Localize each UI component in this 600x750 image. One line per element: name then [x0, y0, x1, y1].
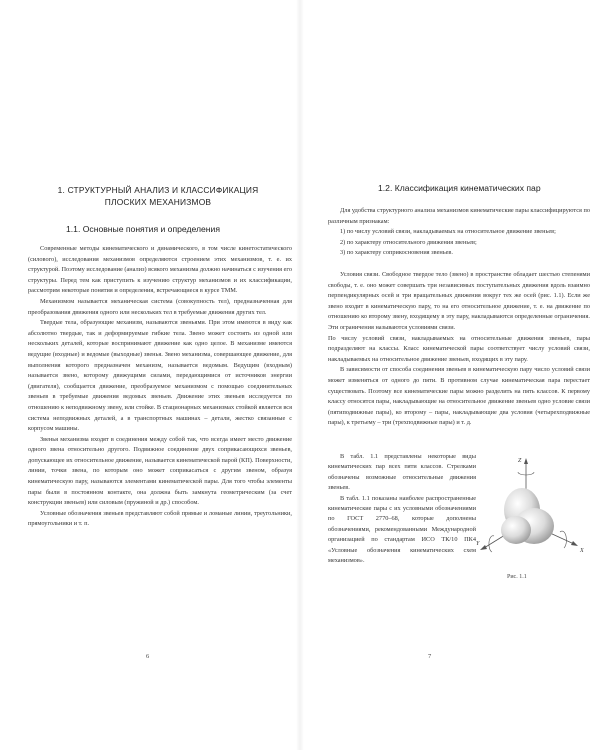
- list-item: 3) по характеру соприкосновения звеньев.: [340, 249, 453, 257]
- rigid-body-axes-illustration: [474, 452, 590, 567]
- paragraph: В табл. 1.1 представлены некоторые виды кинематических пар всех пяти классов. Стрелками обозначены возможные относительные движения звеньев.: [328, 453, 476, 492]
- right-body-text: [328, 270, 590, 429]
- paragraph: Условные обозначения звеньев представляют собой прямые и ломаные линии, треугольники, прямоугольники и т. п.: [28, 509, 292, 528]
- paragraph: По числу условий связи, накладываемых на относительные движения звеньев, пары подразделяют на классы. Класс кинематической пары соответствует числу условий связи, накладываемых на относительное движение звеньев, входящих в эту пару.: [328, 334, 590, 363]
- chapter-title-line2: ПЛОСКИХ МЕХАНИЗМОВ: [104, 197, 212, 207]
- list-intro: Для удобства структурного анализа механизмов кинематические пары классифицируются по различным признакам:: [328, 207, 590, 225]
- paragraph: Звенья механизма входят в соединения между собой так, что всегда имеет место движение одного звена относительно другого. Подвижное соединение двух соприкасающихся звеньев, допускающее их относительное движение, называется кинематической парой (КП). Поверхности, линии, точки звена, по которым оно может соприкасаться с другим звеном, образуя кинематическую пару, называются элементами кинематической пары. Для того чтобы элементы пары были в постоянном контакте, она должна быть замкнута геометрическим (за счет конструкции звеньев) или силовым (пружиной и др.) способом.: [28, 435, 292, 507]
- y-arrow: [480, 545, 487, 550]
- body-shape-left: [501, 516, 531, 544]
- rotation-arc-x: [560, 531, 566, 548]
- chapter-title: [40, 184, 276, 208]
- figure-side-text: [328, 452, 476, 566]
- figure-1-1: [474, 452, 590, 567]
- paragraph: Современные методы кинематического и динамического, в том числе кинетостатического (силового), исследования механизмов определяются строением этих механизмов, т. е. их структурой. Поэтому исследование (анализ) всякого механизма должно начинаться с изучения его структуры. Перед тем как приступить к изучению структур механизмов и их классификации, рассмотрим некоторые понятия и определения, встречающиеся в курсе ТММ.: [28, 245, 292, 295]
- paragraph: В зависимости от способа соединения звеньев в кинематическую пару число условий связи может изменяться от одного до пяти. В противном случае кинематическая пара перестает существовать. Поэтому все кинематические пары можно разделить на пять классов. К первому классу относятся пары, накладывающие на относительное движение звеньев одно условие связи (пятиподвижные пары), ко второму – пары, накладывающие два условия (четырехподвижные пары), к третьему – три (трехподвижные пары) и т. д.: [328, 366, 590, 427]
- paragraph: Механизмом называется механическая система (совокупность тел), предназначенная для преобразования движения одного или нескольких тел в требуемые движения других тел.: [28, 297, 292, 316]
- axis-label-z: Z: [518, 458, 522, 464]
- paragraph: В табл. 1.1 показаны наиболее распространенные кинематические пары с их условными обозначениями по ГОСТ 2770–68, которые дополнены обозначениями, рекомендованными Международной организацией по стандартам ИСО ТК/10 ПК4 «Условные обозначения кинематических схем механизмов».: [328, 494, 476, 565]
- x-arrow: [571, 541, 578, 546]
- classification-list: [328, 206, 590, 259]
- figure-caption: Рис. 1.1: [507, 574, 527, 580]
- list-item: 2) по характеру относительного движения звеньев;: [340, 238, 477, 246]
- section-title-1-2: 1.2. Классификация кинематических пар: [378, 183, 541, 193]
- section-title-1-1: 1.1. Основные понятия и определения: [66, 224, 220, 234]
- page-number-left: 6: [146, 653, 150, 660]
- axis-label-y: Y: [476, 541, 480, 547]
- left-body-text: [28, 244, 292, 530]
- axis-label-x: X: [580, 548, 584, 554]
- right-page: [300, 0, 600, 750]
- chapter-title-line1: 1. СТРУКТУРНЫЙ АНАЛИЗ И КЛАССИФИКАЦИЯ: [57, 185, 259, 195]
- page-number-right: 7: [428, 653, 432, 660]
- rotation-arc-y: [489, 536, 494, 552]
- list-item: 1) по числу условий связи, накладываемых на относительное движение звеньев;: [340, 228, 556, 236]
- z-arrow: [524, 458, 528, 464]
- paragraph: Твердые тела, образующие механизм, называются звеньями. При этом имеются в виду как абсолютно твердые, так и деформируемые гибкие тела. Звено может состоять из одной или нескольких деталей, которые воспринимают движение как одно целое. В механизме имеются ведущие (входные) и ведомые (выходные) звенья. Звено механизма, совершающее движение, для выполнения которого предназначен механизм, называется ведомым. Ведущим (входным) называется звено, которому движущими силами, передающимися от источников энергии (двигателя), сообщается движение, преобразуемое механизмом с помощью соединительных звеньев в требуемые движения ведомых звеньев. Движение этих звеньев исследуется по отношению к неподвижному звену, или стойке. В стационарных механизмах стойкой является вся система неподвижных деталей, а в транспортных машинах – детали, жестко связанные с корпусом машины.: [28, 319, 292, 433]
- paragraph: Условия связи. Свободное твердое тело (звено) в пространстве обладает шестью степенями свободы, т. е. оно может совершать три независимых поступательных движения вдоль взаимно перпендикулярных осей и три вращательных движения вокруг тех же осей (рис. 1.1). Если же звено входит в кинематическую пару, то на его относительное движение, т. е. на движение по отношению ко второму звену, входящему в эту пару, накладываются определенные ограничения. Эти ограничения называются условиями связи.: [328, 271, 590, 331]
